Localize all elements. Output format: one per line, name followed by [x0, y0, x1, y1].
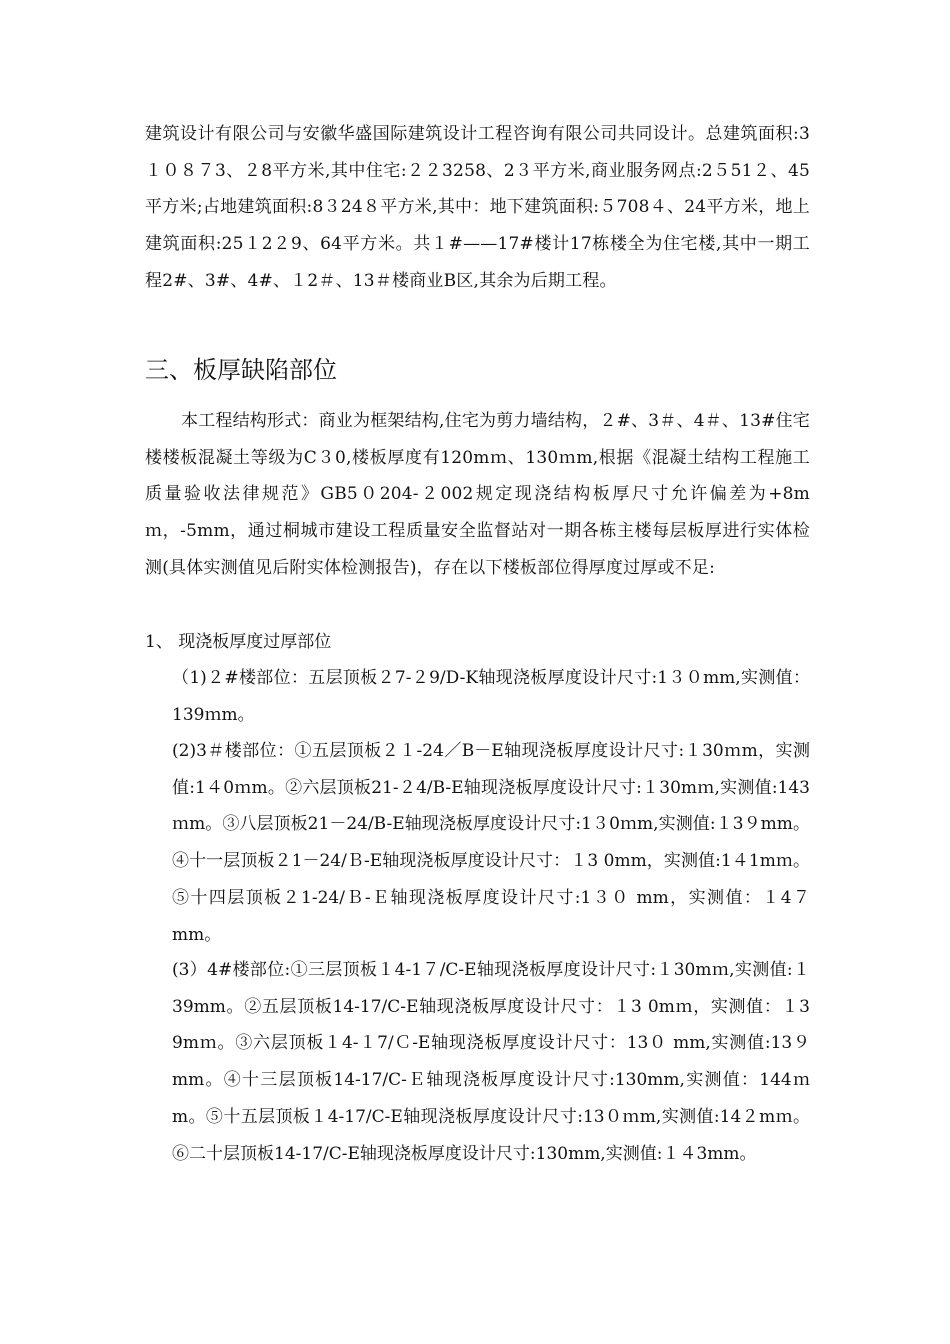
item-building-3: (2)3＃楼部位：①五层顶板２１-24／B－E轴现浇板厚度设计尺寸:１30ｍm，实测值:1４0ｍm。②六层顶板21-２4/B-E轴现浇板厚度设计尺寸:１30mｍ,实测值:143ｍm。③八层顶板21－24/B-E轴现浇板厚度设计尺寸:1３0ｍm,实测值:１3９mm。④十一层顶板２1－24/Ｂ-E轴现浇板厚度设计尺寸：１3 0mm，实测值:1４1mｍ。⑤十四层顶板２1-24/Ｂ-Ｅ轴现浇板厚度设计尺寸:1３０ mm，实测值：１4７ mm。: [172, 741, 810, 945]
list-item-thick-slab: 1、 现浇板厚度过厚部位: [145, 632, 332, 652]
intro-paragraph: 建筑设计有限公司与安徽华盛国际建筑设计工程咨询有限公司共同设计。总建筑面积:3１０８７3、２8平方米,其中住宅:２２3258、2３平方米,商业服务网点:2５51２、45平方米;占地建筑面积:8３24８平方米,其中：地下建筑面积:５708４、24平方米，地上建筑面积:25１2２9、64平方米。共１#——17#楼计17栋楼全为住宅楼,其中一期工程2#、3#、4#、１2＃、13＃楼商业B区,其余为后期工程。: [145, 124, 810, 291]
section-heading: 三、板厚缺陷部位: [145, 356, 337, 384]
section-paragraph: 本工程结构形式：商业为框架结构,住宅为剪力墙结构，２#、3＃、4＃、13#住宅楼楼板混凝土等级为C３0,楼板厚度有120mｍ、130ｍm,根据《混凝土结构工程施工质量验收法律规范》GB5０204-２002规定现浇结构板厚尺寸允许偏差为+8mｍ，-5mm，通过桐城市建设工程质量安全监督站对一期各栋主楼每层板厚进行实体检测(具体实测值见后附实体检测报告)，存在以下楼板部位得厚度过厚或不足:: [145, 411, 810, 578]
item-building-4: (3）4#楼部位:①三层顶板１4-1７/C-E轴现浇板厚度设计尺寸:１30mｍ,实测值:１39mm。②五层顶板14-17/C-E轴现浇板厚度设计尺寸：１3 0mｍ，实测值：１3 9mｍ。③六层顶板１4-１7/Ｃ-E轴现浇板厚度设计尺寸：13０ mm,实测值:13９ mm。④十三层顶板14-17/C-Ｅ轴现浇板厚度设计尺寸:130mm,实测值：144ｍm。⑤十五层顶板１4-17/C-E轴现浇板厚度设计尺寸:13０ｍm,实测值:14２mｍ。⑥二十层顶板14-17/C-E轴现浇板厚度设计尺寸:130mm,实测值:１４3mm。: [172, 960, 810, 1164]
item-building-2: （1)２#楼部位：五层顶板２7-２9/D-K轴现浇板厚度设计尺寸:1３０mm,实测值：139ｍm。: [172, 668, 810, 725]
